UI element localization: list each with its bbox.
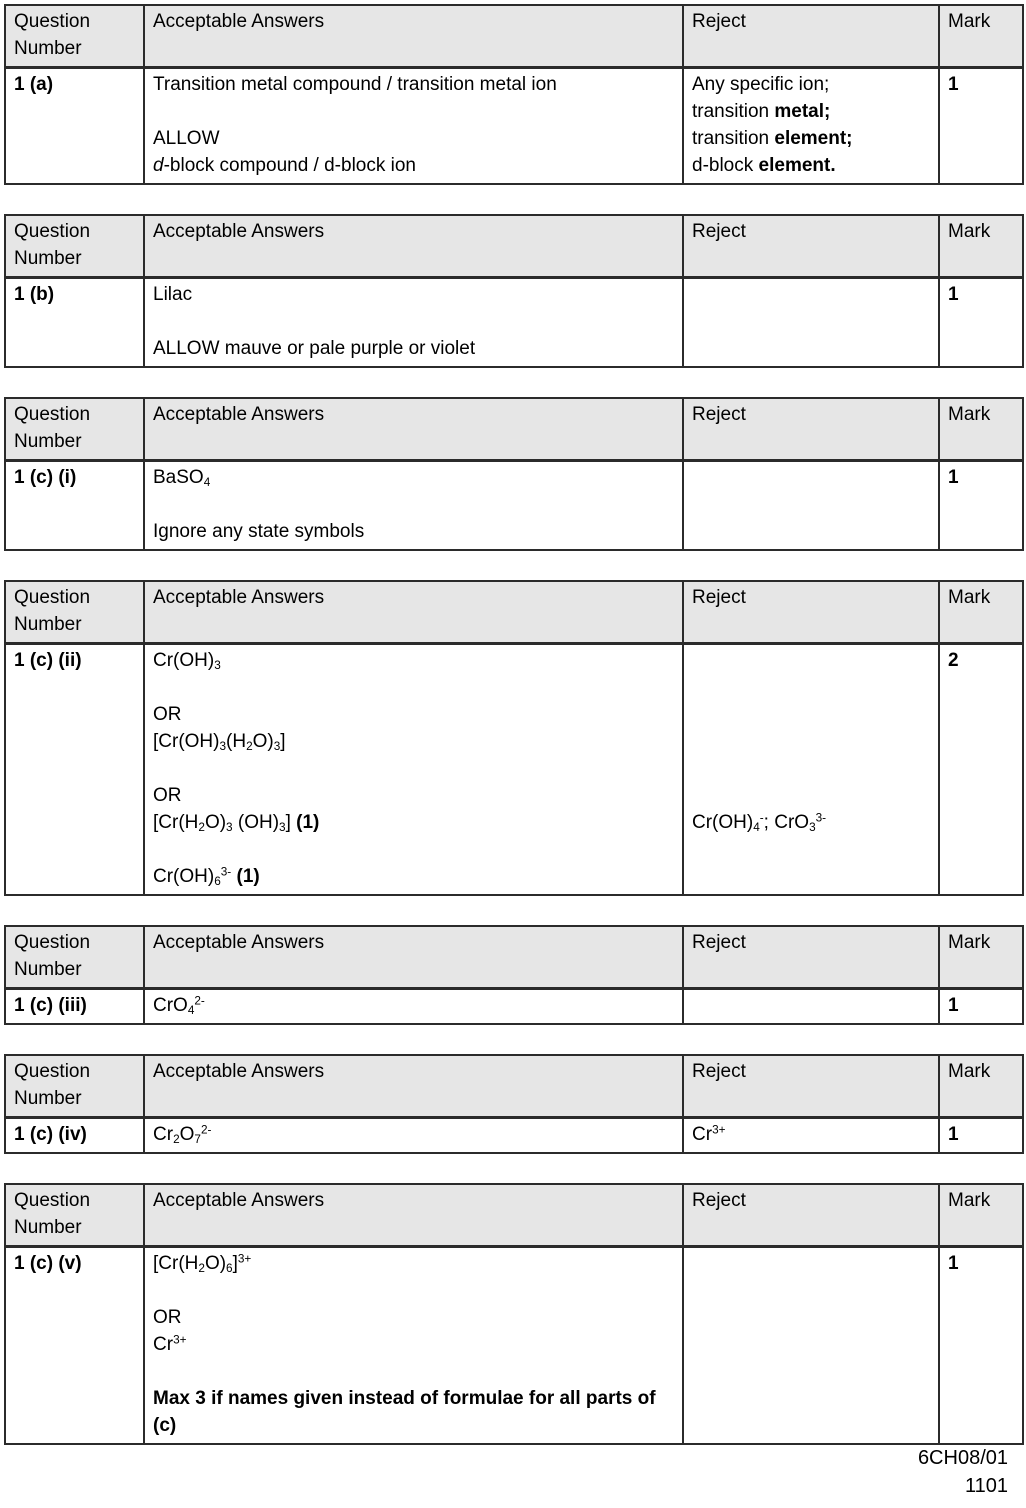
text-line	[153, 836, 674, 863]
text-line: OR	[153, 785, 182, 806]
col-header-question-number: Question Number	[5, 1055, 144, 1118]
mark-scheme-table-1ciii	[4, 925, 1024, 1025]
mark-scheme-table-1civ	[4, 1054, 1024, 1154]
text-line: Lilac	[153, 284, 193, 305]
text-line: Any specific ion;	[692, 74, 830, 95]
mark-scheme-table-1cii	[4, 580, 1024, 896]
text-line: [$Cr(H_2O)_3$ $(OH)_3$] (1)	[153, 812, 320, 834]
question-number-cell: 1 (c) (i)	[5, 461, 144, 551]
col-header-reject: Reject	[683, 1184, 939, 1247]
col-header-acceptable-answers: Acceptable Answers	[144, 5, 683, 68]
text-line: $[Cr(OH)_3(H_2O)_3]$	[153, 731, 286, 753]
text-line	[153, 98, 674, 125]
text-line	[153, 491, 674, 518]
col-header-reject: Reject	[683, 581, 939, 644]
text-line: $Cr^{3+}$	[153, 1333, 187, 1355]
col-header-acceptable-answers: Acceptable Answers	[144, 581, 683, 644]
mark-cell: 1	[939, 1118, 1023, 1154]
acceptable-answers-cell	[144, 1118, 683, 1154]
text-line: $Cr^{3+}$	[692, 1123, 726, 1145]
text-line: $Cr(OH)_3$	[153, 650, 221, 672]
col-header-reject: Reject	[683, 398, 939, 461]
col-header-mark: Mark	[939, 215, 1023, 278]
col-header-acceptable-answers: Acceptable Answers	[144, 1055, 683, 1118]
text-line	[153, 308, 674, 335]
text-line: $[Cr(H_2O)_6]^{3+}$	[153, 1252, 252, 1275]
col-header-acceptable-answers: Acceptable Answers	[144, 398, 683, 461]
col-header-reject: Reject	[683, 5, 939, 68]
table-row	[5, 278, 1023, 368]
text-line: transition element;	[692, 128, 853, 149]
question-number-cell: 1 (c) (iv)	[5, 1118, 144, 1154]
col-header-question-number: Question Number	[5, 1184, 144, 1247]
reject-cell	[683, 68, 939, 185]
mark-cell: 2	[939, 644, 1023, 896]
mark-cell: 1	[939, 989, 1023, 1025]
col-header-acceptable-answers: Acceptable Answers	[144, 926, 683, 989]
question-number-cell: 1 (c) (v)	[5, 1247, 144, 1445]
reject-cell	[683, 644, 939, 896]
acceptable-answers-cell	[144, 644, 683, 896]
mark-scheme-table-1cv	[4, 1183, 1024, 1445]
col-header-mark: Mark	[939, 1184, 1023, 1247]
question-number-cell: 1 (b)	[5, 278, 144, 368]
col-header-mark: Mark	[939, 1055, 1023, 1118]
col-header-question-number: Question Number	[5, 926, 144, 989]
reject-cell	[683, 1118, 939, 1154]
text-line: d-block element.	[692, 155, 836, 176]
question-number-cell: 1 (c) (iii)	[5, 989, 144, 1025]
mark-scheme-table-1a	[4, 4, 1024, 185]
text-line: CrO$_4^{2-}$	[153, 994, 205, 1017]
text-line: OR	[153, 1307, 182, 1328]
table-row	[5, 644, 1023, 896]
session-code: 1101	[964, 1475, 1008, 1497]
col-header-mark: Mark	[939, 398, 1023, 461]
text-line	[692, 755, 930, 782]
col-header-mark: Mark	[939, 581, 1023, 644]
acceptable-answers-cell	[144, 1247, 683, 1445]
text-line: transition metal;	[692, 101, 831, 122]
mark-cell: 1	[939, 1247, 1023, 1445]
col-header-acceptable-answers: Acceptable Answers	[144, 1184, 683, 1247]
table-row	[5, 461, 1023, 551]
acceptable-answers-cell	[144, 68, 683, 185]
text-line: Transition metal compound / transition metal ion	[153, 74, 557, 95]
mark-cell: 1	[939, 278, 1023, 368]
col-header-question-number: Question Number	[5, 215, 144, 278]
table-row	[5, 68, 1023, 185]
text-line	[153, 1277, 674, 1304]
question-number-cell: 1 (c) (ii)	[5, 644, 144, 896]
text-line: ALLOW	[153, 128, 220, 149]
col-header-question-number: Question Number	[5, 398, 144, 461]
text-line: ALLOW mauve or pale purple or violet	[153, 338, 476, 359]
table-row	[5, 1118, 1023, 1154]
text-line: $Cr(OH)_4^-$; CrO$_3^{3-}$	[692, 811, 827, 834]
text-line	[692, 701, 930, 728]
text-line: d-block compound / d-block ion	[153, 155, 416, 176]
text-line	[153, 1358, 674, 1385]
text-line	[153, 755, 674, 782]
mark-cell: 1	[939, 68, 1023, 185]
col-header-mark: Mark	[939, 926, 1023, 989]
col-header-acceptable-answers: Acceptable Answers	[144, 215, 683, 278]
reject-cell	[683, 461, 939, 551]
col-header-reject: Reject	[683, 926, 939, 989]
text-line	[692, 647, 930, 674]
acceptable-answers-cell	[144, 461, 683, 551]
col-header-question-number: Question Number	[5, 581, 144, 644]
mark-cell: 1	[939, 461, 1023, 551]
acceptable-answers-cell	[144, 989, 683, 1025]
table-row	[5, 989, 1023, 1025]
col-header-reject: Reject	[683, 215, 939, 278]
text-line: Ignore any state symbols	[153, 521, 365, 542]
question-number-cell: 1 (a)	[5, 68, 144, 185]
acceptable-answers-cell	[144, 278, 683, 368]
col-header-question-number: Question Number	[5, 5, 144, 68]
paper-code: 6CH08/01	[917, 1447, 1008, 1469]
text-line: $Cr(OH)_6^{3-}$ (1)	[153, 865, 260, 888]
text-line: $Cr_2O_7^{2-}$	[153, 1123, 212, 1146]
mark-scheme-table-1ci	[4, 397, 1024, 551]
text-line	[692, 674, 930, 701]
text-line	[692, 782, 930, 809]
reject-cell	[683, 278, 939, 368]
page-footer	[918, 1444, 1008, 1500]
col-header-mark: Mark	[939, 5, 1023, 68]
reject-cell	[683, 1247, 939, 1445]
text-line	[153, 674, 674, 701]
text-line: Max 3 if names given instead of formulae for all parts of (c)	[153, 1388, 661, 1436]
text-line: OR	[153, 704, 182, 725]
mark-scheme-table-1b	[4, 214, 1024, 368]
text-line: BaSO$_4$	[153, 467, 211, 489]
text-line	[692, 728, 930, 755]
table-row	[5, 1247, 1023, 1445]
col-header-reject: Reject	[683, 1055, 939, 1118]
reject-cell	[683, 989, 939, 1025]
